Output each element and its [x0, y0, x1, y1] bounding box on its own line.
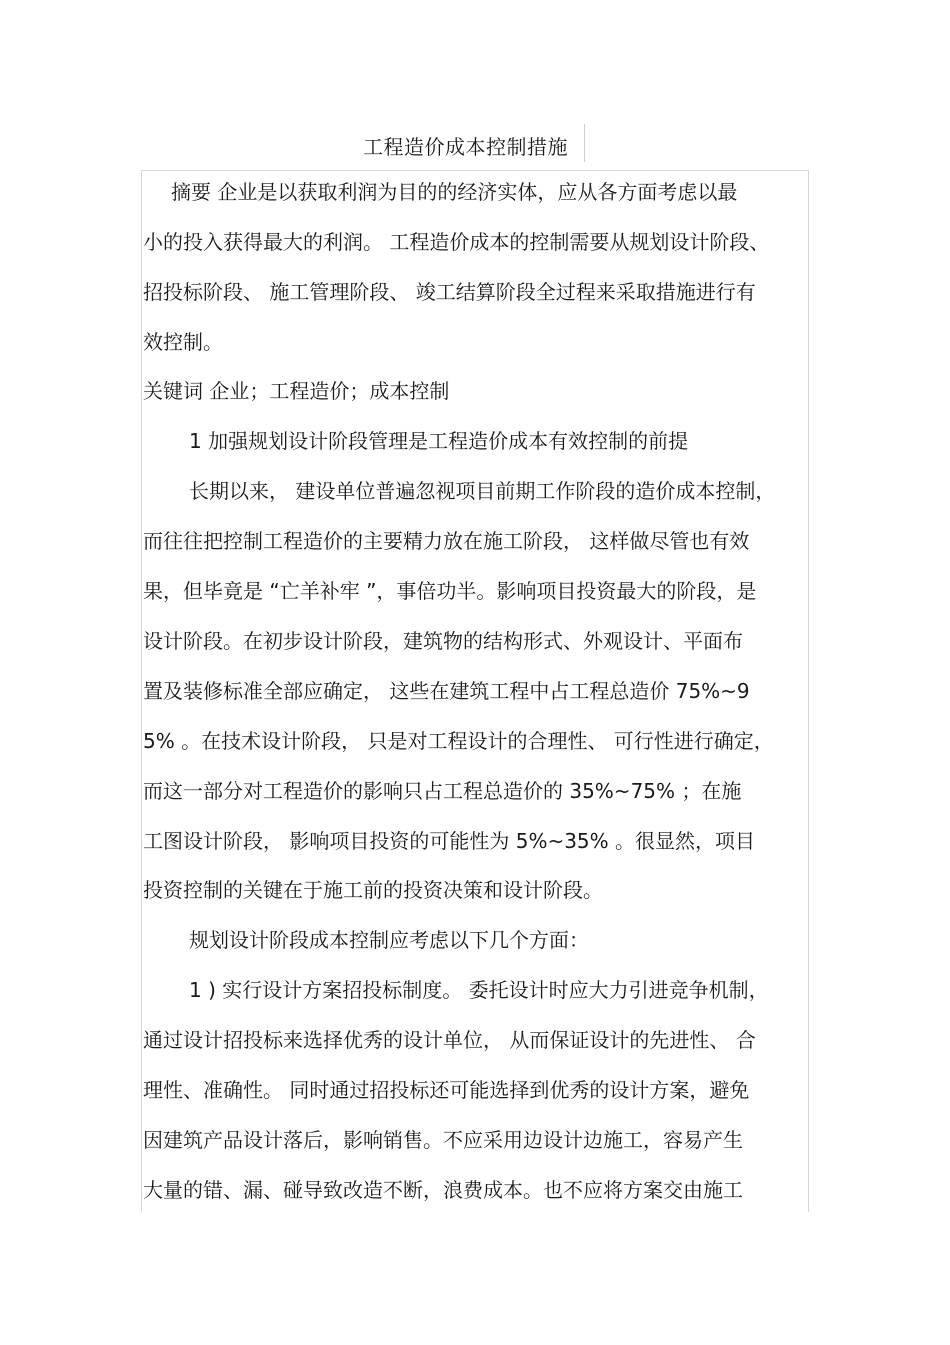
text-line: 投资控制的关键在于施工前的投资决策和设计阶段。 — [143, 878, 603, 902]
text-line: 效控制。 — [143, 330, 223, 354]
text-line: 5% 。在技术设计阶段， 只是对工程设计的合理性、 可行性进行确定， — [143, 729, 774, 753]
text-line: 而这一部分对工程造价的影响只占工程总造价的 35%~75% ；在施 — [143, 779, 742, 803]
text-line: 理性、准确性。 同时通过招投标还可能选择到优秀的设计方案，避免 — [143, 1078, 750, 1102]
text-line: 果，但毕竟是 “亡羊补牢 ”，事倍功半。影响项目投资最大的阶段，是 — [143, 579, 757, 603]
frame-top-border — [141, 170, 809, 171]
text-line: 关键词 企业；工程造价；成本控制 — [143, 379, 450, 403]
text-line: 摘要 企业是以获取利润为目的的经济实体，应从各方面考虑以最 — [171, 180, 738, 204]
section-heading: 1 加强规划设计阶段管理是工程造价成本有效控制的前提 — [189, 429, 689, 453]
text-line: 通过设计招投标来选择优秀的设计单位， 从而保证设计的先进性、 合 — [143, 1028, 756, 1052]
text-line: 招投标阶段、 施工管理阶段、 竣工结算阶段全过程来采取措施进行有 — [143, 280, 756, 304]
frame-right-border — [808, 170, 809, 1212]
title-divider — [584, 124, 585, 162]
text-line: 大量的错、漏、碰导致改造不断，浪费成本。也不应将方案交由施工 — [143, 1178, 743, 1202]
text-line: 设计阶段。在初步设计阶段，建筑物的结构形式、外观设计、平面布 — [143, 629, 743, 653]
text-line: 因建筑产品设计落后，影响销售。不应采用边设计边施工，容易产生 — [143, 1128, 743, 1152]
text-line: 1 ) 实行设计方案招投标制度。 委托设计时应大力引进竞争机制， — [189, 978, 769, 1002]
document-title: 工程造价成本控制措施 — [363, 135, 568, 159]
frame-left-border — [141, 170, 142, 1212]
text-line: 长期以来， 建设单位普遍忽视项目前期工作阶段的造价成本控制， — [189, 479, 776, 503]
text-line: 小的投入获得最大的利润。 工程造价成本的控制需要从规划设计阶段、 — [143, 230, 770, 254]
text-line: 规划设计阶段成本控制应考虑以下几个方面： — [189, 928, 589, 952]
text-line: 工图设计阶段， 影响项目投资的可能性为 5%~35% 。很显然，项目 — [143, 829, 756, 853]
text-line: 置及装修标准全部应确定， 这些在建筑工程中占工程总造价 75%~9 — [143, 679, 750, 703]
text-line: 而往往把控制工程造价的主要精力放在施工阶段， 这样做尽管也有效 — [143, 529, 750, 553]
